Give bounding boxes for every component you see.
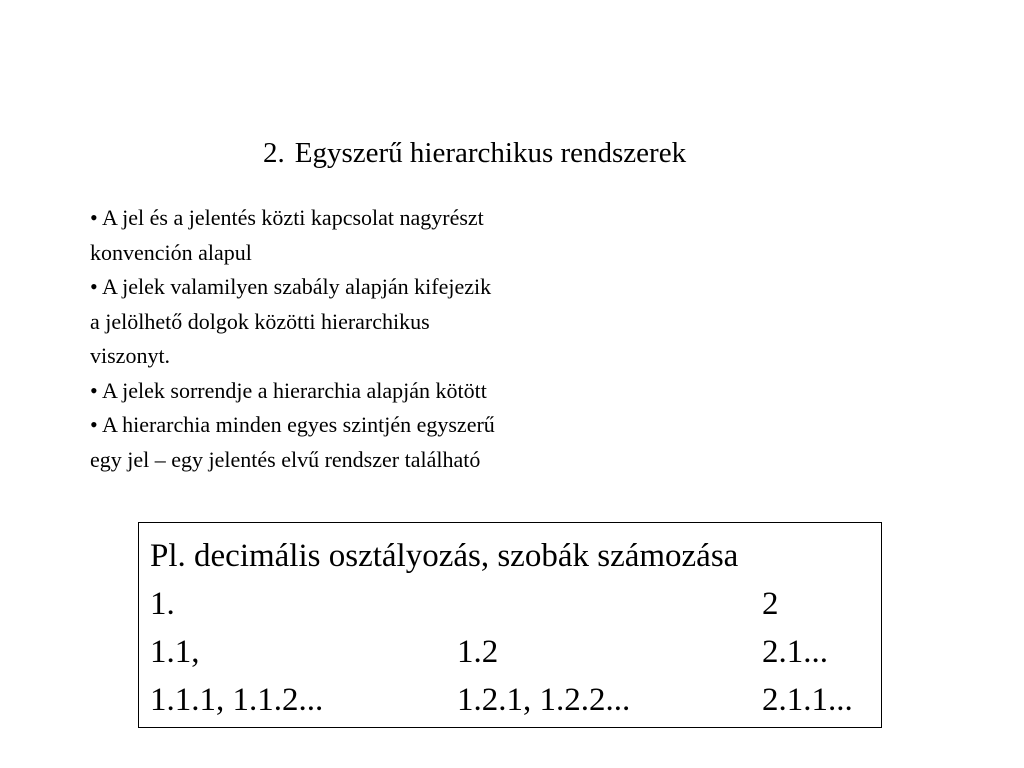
- example-cell: 2.1...: [762, 634, 828, 670]
- title-text: Egyszerű hierarchikus rendszerek: [294, 137, 687, 169]
- bullet-line: konvención alapul: [90, 239, 252, 265]
- bullet-line: viszonyt.: [90, 343, 171, 368]
- bullet-line: • A jelek sorrendje a hierarchia alapján kötött: [90, 377, 487, 403]
- title-number: 2.: [263, 137, 285, 169]
- example-row: [139, 632, 881, 680]
- bullet-line: • A hierarchia minden egyes szintjén egyszerű: [90, 412, 495, 437]
- bullet-line: egy jel – egy jelentés elvű rendszer található: [90, 446, 481, 472]
- example-box: [138, 522, 882, 728]
- example-heading: Pl. decimális osztályozás, szobák számozása: [150, 538, 739, 574]
- example-cell: 1.2: [457, 634, 499, 670]
- slide-title: [263, 134, 686, 172]
- example-row: [139, 584, 881, 632]
- bullet-list: [90, 201, 650, 477]
- example-row: [139, 680, 881, 728]
- example-cell: 2.1.1...: [762, 682, 853, 718]
- example-cell: 1.: [150, 586, 175, 622]
- example-cell: 1.2.1, 1.2.2...: [457, 682, 631, 718]
- example-cell: 1.1,: [150, 634, 200, 670]
- bullet-line: a jelölhető dolgok közötti hierarchikus: [90, 308, 430, 334]
- bullet-line: • A jel és a jelentés közti kapcsolat nagyrészt: [90, 205, 484, 230]
- bullet-line: • A jelek valamilyen szabály alapján kifejezik: [90, 274, 492, 299]
- example-cell: 1.1.1, 1.1.2...: [150, 682, 324, 718]
- example-cell: 2: [762, 586, 779, 622]
